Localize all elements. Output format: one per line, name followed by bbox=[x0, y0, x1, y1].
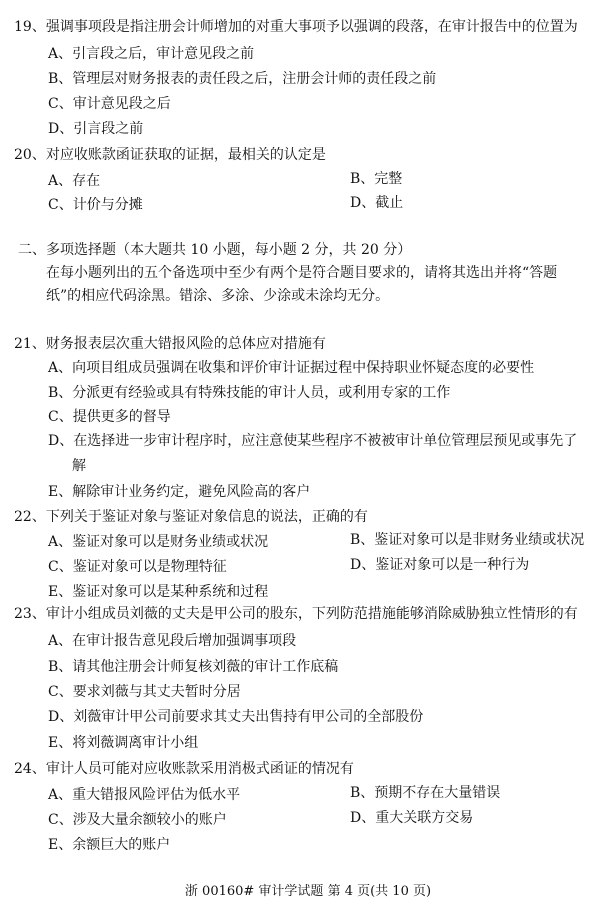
question-23-option-c: C、要求刘薇与其丈夫暂时分居 bbox=[48, 684, 241, 700]
question-20-option-b: B、完整 bbox=[350, 171, 403, 187]
section-2-instruction-line-1: 在每小题列出的五个备选项中至少有两个是符合题目要求的，请将其选出并将“答题 bbox=[46, 265, 558, 281]
question-24-option-e: E、余额巨大的账户 bbox=[48, 837, 171, 853]
question-22-option-e: E、鉴证对象可以是某种系统和过程 bbox=[48, 584, 269, 600]
section-2-title: 二、多项选择题（本大题共 10 小题，每小题 2 分，共 20 分） bbox=[18, 242, 412, 258]
question-19-option-b: B、管理层对财务报表的责任段之后，注册会计师的责任段之前 bbox=[48, 71, 437, 87]
question-19-option-a: A、引言段之后，审计意见段之前 bbox=[48, 46, 255, 62]
page-footer: 浙 00160# 审计学试题 第 4 页(共 10 页) bbox=[184, 884, 432, 899]
question-23-option-d: D、刘薇审计甲公司前要求其丈夫出售持有甲公司的全部股份 bbox=[48, 709, 424, 725]
question-20-option-d: D、截止 bbox=[350, 195, 404, 211]
question-20-option-c: C、计价与分摊 bbox=[48, 197, 143, 213]
question-21-option-a: A、向项目组成员强调在收集和评价审计证据过程中保持职业怀疑态度的必要性 bbox=[48, 360, 535, 376]
question-21-option-b: B、分派更有经验或具有特殊技能的审计人员，或利用专家的工作 bbox=[48, 385, 451, 401]
question-21-option-c: C、提供更多的督导 bbox=[48, 409, 171, 425]
question-24-option-a: A、重大错报风险评估为低水平 bbox=[48, 787, 241, 803]
question-21-option-d-continued: 解 bbox=[72, 458, 86, 474]
question-23-option-e: E、将刘薇调离审计小组 bbox=[48, 735, 199, 751]
question-22-option-c: C、鉴证对象可以是物理特征 bbox=[48, 559, 227, 575]
question-23-stem: 23、审计小组成员刘薇的丈夫是甲公司的股东，下列防范措施能够消除威胁独立性情形的有 bbox=[14, 606, 578, 622]
question-21-stem: 21、财务报表层次重大错报风险的总体应对措施有 bbox=[14, 336, 326, 352]
section-2-instruction-line-2: 纸”的相应代码涂黑。错涂、多涂、少涂或未涂均无分。 bbox=[46, 288, 390, 304]
question-22-option-a: A、鉴证对象可以是财务业绩或状况 bbox=[48, 534, 269, 550]
question-23-option-a: A、在审计报告意见段后增加强调事项段 bbox=[48, 633, 297, 649]
question-24-option-c: C、涉及大量余额较小的账户 bbox=[48, 812, 227, 828]
question-20-option-a: A、存在 bbox=[48, 173, 101, 189]
question-22-option-d: D、鉴证对象可以是一种行为 bbox=[350, 557, 530, 573]
question-22-option-b: B、鉴证对象可以是非财务业绩或状况 bbox=[350, 532, 585, 548]
question-20-stem: 20、对应收账款函证获取的证据，最相关的认定是 bbox=[14, 147, 326, 163]
question-19-option-d: D、引言段之前 bbox=[48, 121, 144, 137]
question-23-option-b: B、请其他注册会计师复核刘薇的审计工作底稿 bbox=[48, 659, 339, 675]
question-21-option-d: D、在选择进一步审计程序时，应注意使某些程序不被被审计单位管理层预见或事先了 bbox=[48, 433, 578, 449]
question-24-stem: 24、审计人员可能对应收账款采用消极式函证的情况有 bbox=[14, 761, 354, 777]
question-24-option-b: B、预期不存在大量错误 bbox=[350, 785, 501, 801]
question-24-option-d: D、重大关联方交易 bbox=[350, 810, 474, 826]
question-19-stem: 19、强调事项段是指注册会计师增加的对重大事项予以强调的段落，在审计报告中的位置为 bbox=[14, 19, 578, 35]
question-19-option-c: C、审计意见段之后 bbox=[48, 96, 171, 112]
question-22-stem: 22、下列关于鉴证对象与鉴证对象信息的说法，正确的有 bbox=[14, 509, 368, 525]
question-21-option-e: E、解除审计业务约定，避免风险高的客户 bbox=[48, 484, 311, 500]
